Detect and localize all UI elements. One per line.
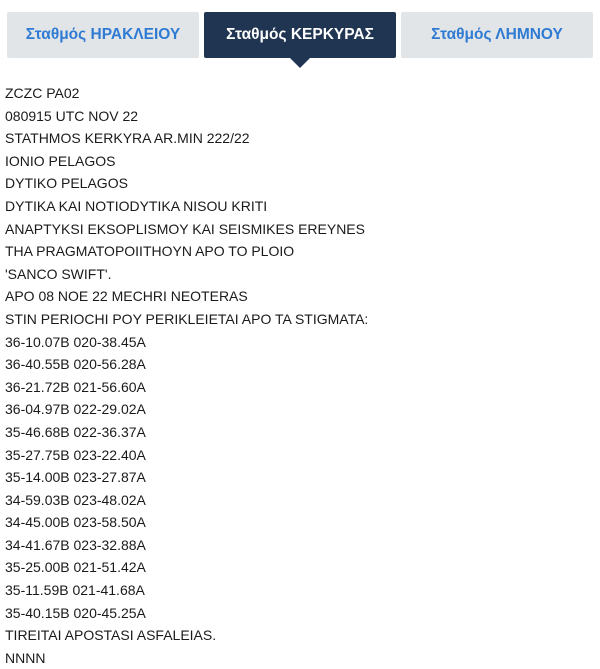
navtex-message xyxy=(5,82,595,669)
coordinate-line: 35-11.59B 021-41.68A xyxy=(5,582,145,599)
message-line: 080915 UTC NOV 22 xyxy=(5,107,139,124)
message-line: TIREITAI APOSTASI ASFALEIAS. xyxy=(5,627,217,644)
coordinate-line: 35-46.68B 022-36.37A xyxy=(5,423,146,440)
message-line: APO 08 NOE 22 MECHRI NEOTERAS xyxy=(5,288,248,305)
message-line: STATHMOS KERKYRA AR.MIN 222/22 xyxy=(5,130,250,147)
tab-heraklion-label: Σταθμός ΗΡΑΚΛΕΙΟΥ xyxy=(25,26,181,43)
active-tab-pointer-icon xyxy=(290,58,310,68)
message-line: IONIO PELAGOS xyxy=(5,152,116,169)
coordinate-line: 35-25.00B 021-51.42A xyxy=(5,559,146,576)
message-line: THA PRAGMATOPOIITHOYN APO TO PLOIO xyxy=(5,243,295,260)
tab-kerkyra-label: Σταθμός ΚΕΡΚΥΡΑΣ xyxy=(226,26,374,43)
station-tabs xyxy=(7,12,593,58)
message-line: DYTIKA KAI NOTIODYTIKA NISOU KRITI xyxy=(5,197,268,214)
message-line: 'SANCO SWIFT'. xyxy=(5,265,112,282)
coordinate-line: 36-40.55B 020-56.28A xyxy=(5,356,146,373)
coordinate-line: 35-14.00B 023-27.87A xyxy=(5,469,146,486)
tab-limnos-label: Σταθμός ΛΗΜΝΟΥ xyxy=(431,26,563,43)
message-line: DYTIKO PELAGOS xyxy=(5,175,128,192)
message-line: ZCZC PA02 xyxy=(5,85,80,101)
coordinate-line: 35-27.75B 023-22.40A xyxy=(5,446,146,463)
coordinate-line: 34-59.03B 023-48.02A xyxy=(5,491,146,508)
message-line: NNNN xyxy=(5,649,46,666)
coordinate-line: 34-41.67B 023-32.88A xyxy=(5,536,146,553)
message-line: ANAPTYKSI EKSOPLISMOY KAI SEISMIKES EREYNES xyxy=(5,220,365,237)
coordinate-line: 35-40.15B 020-45.25A xyxy=(5,604,146,621)
coordinate-line: 34-45.00B 023-58.50A xyxy=(5,514,146,531)
coordinate-line: 36-10.07B 020-38.45A xyxy=(5,333,146,350)
message-line: STIN PERIOCHI POY PERIKLEIETAI APO TA STIGMATA: xyxy=(5,310,369,327)
tab-limnos[interactable] xyxy=(401,12,593,58)
tab-heraklion[interactable] xyxy=(7,12,199,58)
coordinate-line: 36-21.72B 021-56.60A xyxy=(5,378,146,395)
tab-kerkyra[interactable] xyxy=(204,12,396,58)
coordinate-line: 36-04.97B 022-29.02A xyxy=(5,401,146,418)
